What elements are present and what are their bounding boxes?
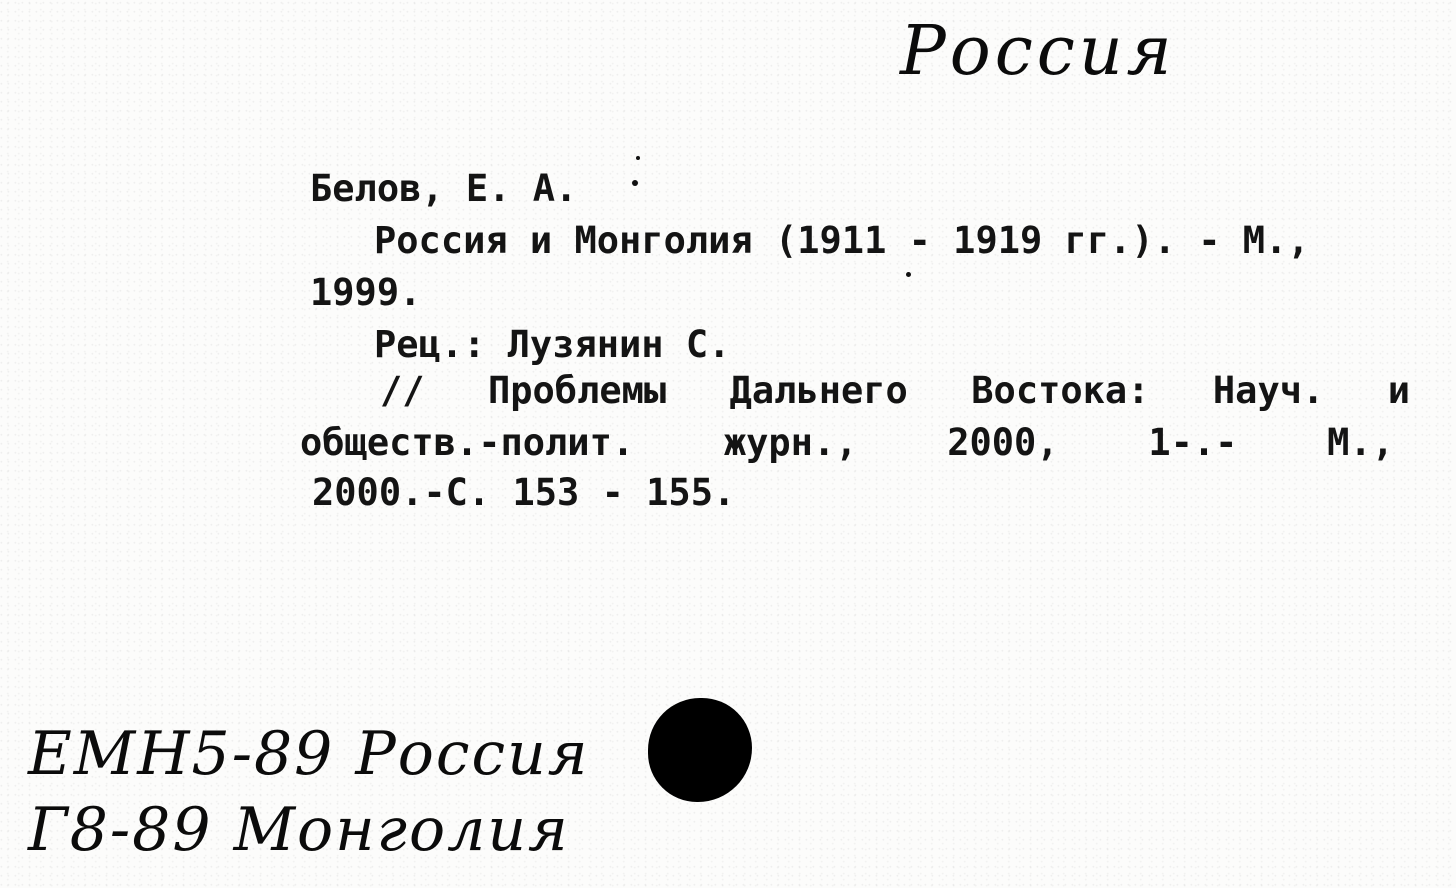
ink-speck xyxy=(906,272,911,277)
handwritten-heading: Россия xyxy=(900,12,1176,91)
entry-year: 1999. xyxy=(310,271,422,314)
source-word: 2000, xyxy=(947,421,1059,464)
source-word: Востока: xyxy=(971,369,1150,412)
entry-review: Рец.: Лузянин С. xyxy=(374,323,731,366)
entry-pages: 2000.-С. 153 - 155. xyxy=(312,471,736,514)
entry-source-line xyxy=(380,369,1410,412)
handwritten-code-1: ЕМН5-89 Россия xyxy=(28,719,590,789)
source-word: Дальнего xyxy=(729,369,908,412)
entry-source-line-2 xyxy=(300,421,1394,464)
source-word: // xyxy=(380,369,425,412)
ink-speck xyxy=(636,156,640,160)
entry-title: Россия и Монголия (1911 - 1919 гг.). - М., xyxy=(374,219,1310,262)
source-word: Науч. xyxy=(1212,369,1325,412)
entry-author: Белов, Е. А. xyxy=(310,167,578,210)
source-word: журн., xyxy=(723,421,858,464)
source-word: 1-.- xyxy=(1148,421,1238,464)
handwritten-code-2: Г8-89 Монголия xyxy=(28,795,570,865)
ink-speck xyxy=(632,180,638,186)
punch-hole xyxy=(648,698,752,802)
source-word: обществ.-полит. xyxy=(300,421,635,464)
source-word: Проблемы xyxy=(487,369,667,412)
source-word: М., xyxy=(1327,421,1394,464)
source-word: и xyxy=(1387,369,1410,412)
